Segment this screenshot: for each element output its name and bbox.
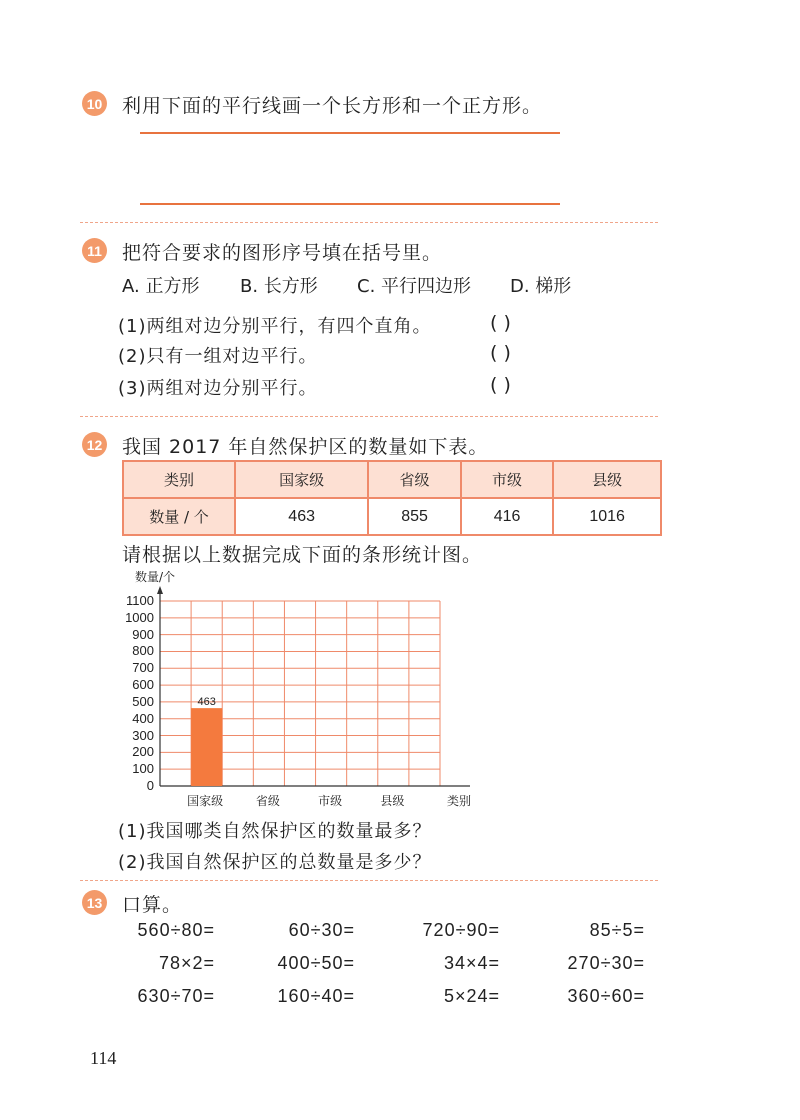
y-tick-label: 700 bbox=[132, 660, 154, 676]
bar bbox=[191, 708, 222, 786]
q11-number-badge: 11 bbox=[82, 238, 107, 263]
q11-item-3: (3)两组对边分别平行。 bbox=[118, 378, 318, 399]
q10-text: 利用下面的平行线画一个长方形和一个正方形。 bbox=[122, 95, 543, 117]
y-tick-label: 800 bbox=[132, 643, 154, 659]
table-cell: 463 bbox=[235, 498, 368, 535]
q13-text: 口算。 bbox=[122, 894, 183, 916]
table-header-cell: 县级 bbox=[553, 461, 661, 498]
math-expression: 160÷40= bbox=[277, 986, 355, 1006]
table-row bbox=[123, 498, 661, 535]
table-header-cell: 省级 bbox=[368, 461, 461, 498]
page-number: 114 bbox=[90, 1048, 117, 1068]
y-tick-label: 300 bbox=[132, 727, 154, 743]
x-tick-label: 县级 bbox=[380, 794, 405, 808]
option-c: C. 平行四边形 bbox=[357, 276, 472, 297]
q11-answer-blank-2[interactable]: ( ) bbox=[490, 342, 511, 364]
q11-answer-blank-1[interactable]: ( ) bbox=[490, 312, 511, 334]
math-expression: 60÷30= bbox=[288, 920, 355, 940]
q11-item-1: (1)两组对边分别平行，有四个直角。 bbox=[118, 316, 432, 337]
q12-number-badge: 12 bbox=[82, 432, 107, 457]
math-expression: 78×2= bbox=[158, 953, 215, 973]
math-expression: 34×4= bbox=[443, 953, 500, 973]
table-header-cell: 市级 bbox=[461, 461, 554, 498]
parallel-line-top bbox=[140, 132, 560, 134]
q11-answer-blank-3[interactable]: ( ) bbox=[490, 374, 511, 396]
table-cell: 1016 bbox=[553, 498, 661, 535]
q12-text: 我国 2017 年自然保护区的数量如下表。 bbox=[122, 436, 489, 458]
y-tick-label: 100 bbox=[132, 761, 154, 777]
chart-x-axis-label: 类别 bbox=[447, 794, 472, 808]
q10-number-badge: 10 bbox=[82, 91, 107, 116]
y-tick-label: 500 bbox=[132, 693, 154, 709]
math-expression: 630÷70= bbox=[137, 986, 215, 1006]
y-tick-label: 1100 bbox=[126, 593, 154, 608]
table-cell: 855 bbox=[368, 498, 461, 535]
chart-y-axis-label: 数量/个 bbox=[135, 570, 176, 584]
math-expression: 85÷5= bbox=[589, 920, 645, 940]
math-expression: 400÷50= bbox=[277, 953, 355, 973]
math-expression: 5×24= bbox=[443, 986, 500, 1006]
section-divider bbox=[80, 416, 658, 417]
table-cell: 416 bbox=[461, 498, 554, 535]
q12-question-2: (2)我国自然保护区的总数量是多少？ bbox=[118, 852, 432, 873]
math-expression: 720÷90= bbox=[422, 920, 500, 940]
y-tick-label: 900 bbox=[132, 626, 154, 642]
bar-data-label: 463 bbox=[197, 696, 216, 709]
table-header-row bbox=[123, 461, 661, 498]
q11-item-2: (2)只有一组对边平行。 bbox=[118, 346, 318, 367]
math-expression: 270÷30= bbox=[567, 953, 645, 973]
y-tick-label: 600 bbox=[132, 677, 154, 693]
section-divider bbox=[80, 222, 658, 223]
math-expression: 560÷80= bbox=[137, 920, 215, 940]
x-tick-label: 省级 bbox=[255, 794, 280, 808]
table-header-cell: 国家级 bbox=[235, 461, 368, 498]
q13-number-badge: 13 bbox=[82, 890, 107, 915]
q12-instruction: 请根据以上数据完成下面的条形统计图。 bbox=[122, 544, 483, 566]
q12-question-1: (1)我国哪类自然保护区的数量最多？ bbox=[118, 821, 432, 842]
math-expression: 360÷60= bbox=[567, 986, 645, 1006]
section-divider bbox=[80, 880, 658, 881]
x-tick-label: 国家级 bbox=[187, 794, 224, 808]
q11-text: 把符合要求的图形序号填在括号里。 bbox=[122, 242, 443, 264]
data-table bbox=[122, 460, 662, 536]
y-tick-label: 200 bbox=[132, 744, 154, 760]
y-axis-arrow-icon bbox=[157, 586, 163, 594]
y-tick-label: 0 bbox=[146, 778, 154, 793]
y-tick-label: 1000 bbox=[125, 609, 154, 625]
y-tick-label: 400 bbox=[132, 710, 154, 726]
option-b: B. 长方形 bbox=[240, 276, 318, 297]
table-row-label: 数量 / 个 bbox=[123, 498, 235, 535]
parallel-line-bottom bbox=[140, 203, 560, 205]
option-d: D. 梯形 bbox=[510, 276, 572, 297]
option-a: A. 正方形 bbox=[122, 276, 200, 297]
x-tick-label: 市级 bbox=[318, 794, 343, 808]
table-header-cell: 类别 bbox=[123, 461, 235, 498]
